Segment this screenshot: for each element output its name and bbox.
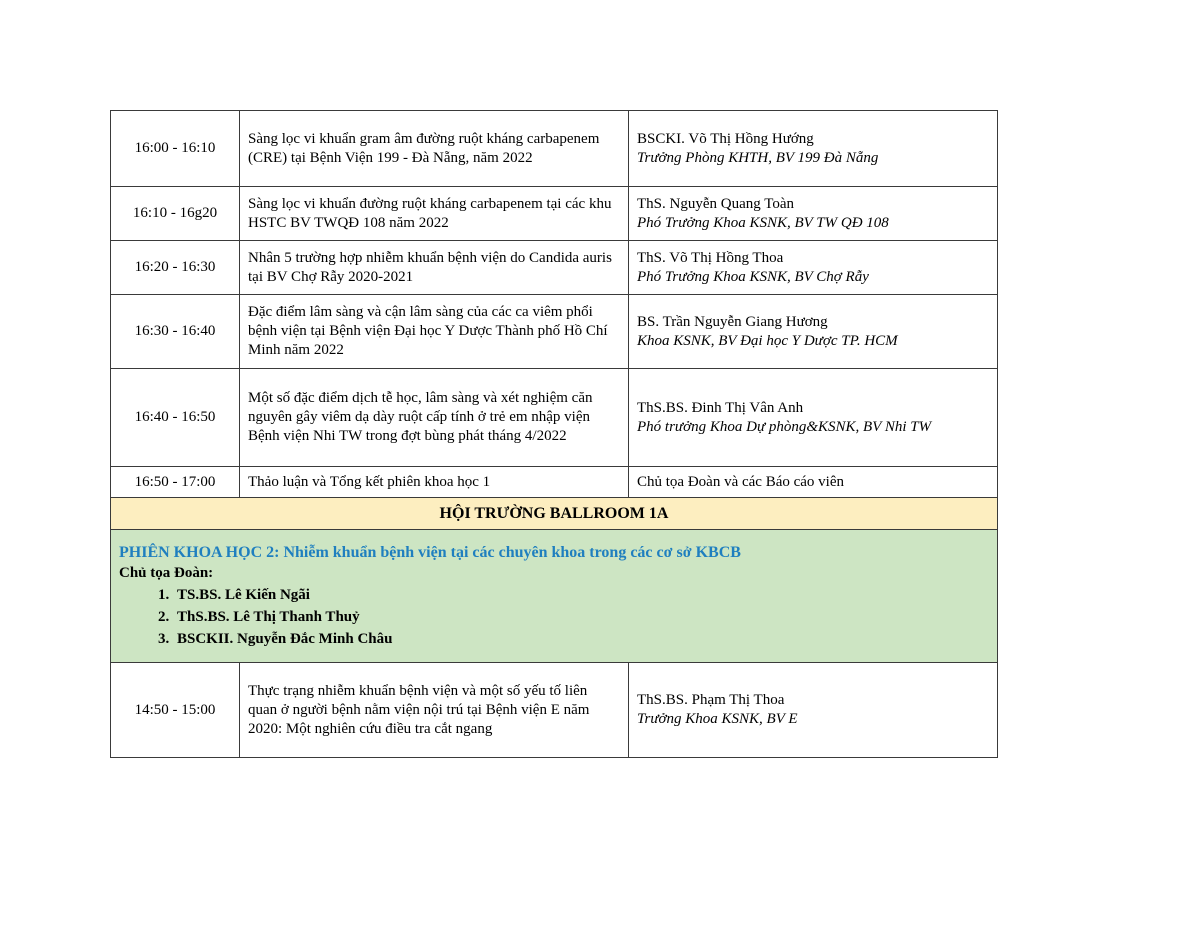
session-header-row xyxy=(111,530,998,663)
table-row xyxy=(111,369,998,467)
time-cell: 16:20 - 16:30 xyxy=(111,241,240,295)
table-row xyxy=(111,187,998,241)
table-row xyxy=(111,467,998,498)
topic-cell: Sàng lọc vi khuẩn gram âm đường ruột kháng carbapenem (CRE) tại Bệnh Viện 199 - Đà Nẵng, năm 2022 xyxy=(240,111,629,187)
speaker-role: Khoa KSNK, BV Đại học Y Dược TP. HCM xyxy=(637,332,898,349)
speaker-role: Trưởng Phòng KHTH, BV 199 Đà Nẵng xyxy=(637,149,879,166)
speaker-cell xyxy=(629,369,998,467)
table-row xyxy=(111,663,998,758)
topic-cell: Thảo luận và Tổng kết phiên khoa học 1 xyxy=(240,467,629,498)
speaker-name: ThS.BS. Đinh Thị Vân Anh xyxy=(637,399,804,416)
speaker-name: BSCKI. Võ Thị Hồng Hướng xyxy=(637,130,814,147)
schedule-table xyxy=(110,110,998,758)
speaker-cell xyxy=(629,295,998,369)
hall-header-row xyxy=(111,498,998,530)
chair-item: 2. ThS.BS. Lê Thị Thanh Thuỷ xyxy=(173,606,989,628)
speaker-cell xyxy=(629,663,998,758)
time-cell: 16:50 - 17:00 xyxy=(111,467,240,498)
chair-item: 3. BSCKII. Nguyễn Đắc Minh Châu xyxy=(173,628,989,650)
speaker-role: Phó Trưởng Khoa KSNK, BV TW QĐ 108 xyxy=(637,214,889,231)
chair-item: 1. TS.BS. Lê Kiến Ngãi xyxy=(173,584,989,606)
topic-cell: Thực trạng nhiễm khuẩn bệnh viện và một số yếu tố liên quan ở người bệnh nằm viện nội trú tại Bệnh viện E năm 2020: Một nghiên cứu điều tra cắt ngang xyxy=(240,663,629,758)
speaker-role: Phó trưởng Khoa Dự phòng&KSNK, BV Nhi TW xyxy=(637,418,932,435)
session-header xyxy=(111,530,998,663)
speaker-name: BS. Trần Nguyễn Giang Hương xyxy=(637,313,828,330)
speaker-name: ThS. Võ Thị Hồng Thoa xyxy=(637,249,784,266)
speaker-name: ThS. Nguyễn Quang Toàn xyxy=(637,195,794,212)
speaker-role: Trưởng Khoa KSNK, BV E xyxy=(637,711,798,727)
time-cell: 16:30 - 16:40 xyxy=(111,295,240,369)
speaker-role: Phó Trưởng Khoa KSNK, BV Chợ Rẫy xyxy=(637,268,869,285)
table-row xyxy=(111,111,998,187)
topic-cell: Đặc điểm lâm sàng và cận lâm sàng của các ca viêm phổi bệnh viện tại Bệnh viện Đại học Y Dược Thành phố Hồ Chí Minh năm 2022 xyxy=(240,295,629,369)
speaker-name: Chủ tọa Đoàn và các Báo cáo viên xyxy=(637,473,845,490)
speaker-cell xyxy=(629,187,998,241)
speaker-cell xyxy=(629,111,998,187)
time-cell: 14:50 - 15:00 xyxy=(111,663,240,758)
time-cell: 16:40 - 16:50 xyxy=(111,369,240,467)
topic-cell: Một số đặc điểm dịch tễ học, lâm sàng và xét nghiệm căn nguyên gây viêm dạ dày ruột cấp tính ở trẻ em nhập viện Bệnh viện Nhi TW trong đợt bùng phát tháng 4/2022 xyxy=(240,369,629,467)
hall-title: HỘI TRƯỜNG BALLROOM 1A xyxy=(111,498,998,530)
speaker-cell xyxy=(629,467,998,498)
speaker-name: ThS.BS. Phạm Thị Thoa xyxy=(637,692,785,708)
chair-label: Chủ tọa Đoàn: xyxy=(119,565,214,581)
table-row xyxy=(111,241,998,295)
time-cell: 16:00 - 16:10 xyxy=(111,111,240,187)
topic-cell: Nhân 5 trường hợp nhiễm khuẩn bệnh viện do Candida auris tại BV Chợ Rẫy 2020-2021 xyxy=(240,241,629,295)
table-row xyxy=(111,295,998,369)
session-title: PHIÊN KHOA HỌC 2: Nhiễm khuẩn bệnh viện tại các chuyên khoa trong các cơ sở KBCB xyxy=(119,544,741,561)
time-cell: 16:10 - 16g20 xyxy=(111,187,240,241)
speaker-cell xyxy=(629,241,998,295)
chair-list xyxy=(119,584,989,650)
topic-cell: Sàng lọc vi khuẩn đường ruột kháng carbapenem tại các khu HSTC BV TWQĐ 108 năm 2022 xyxy=(240,187,629,241)
